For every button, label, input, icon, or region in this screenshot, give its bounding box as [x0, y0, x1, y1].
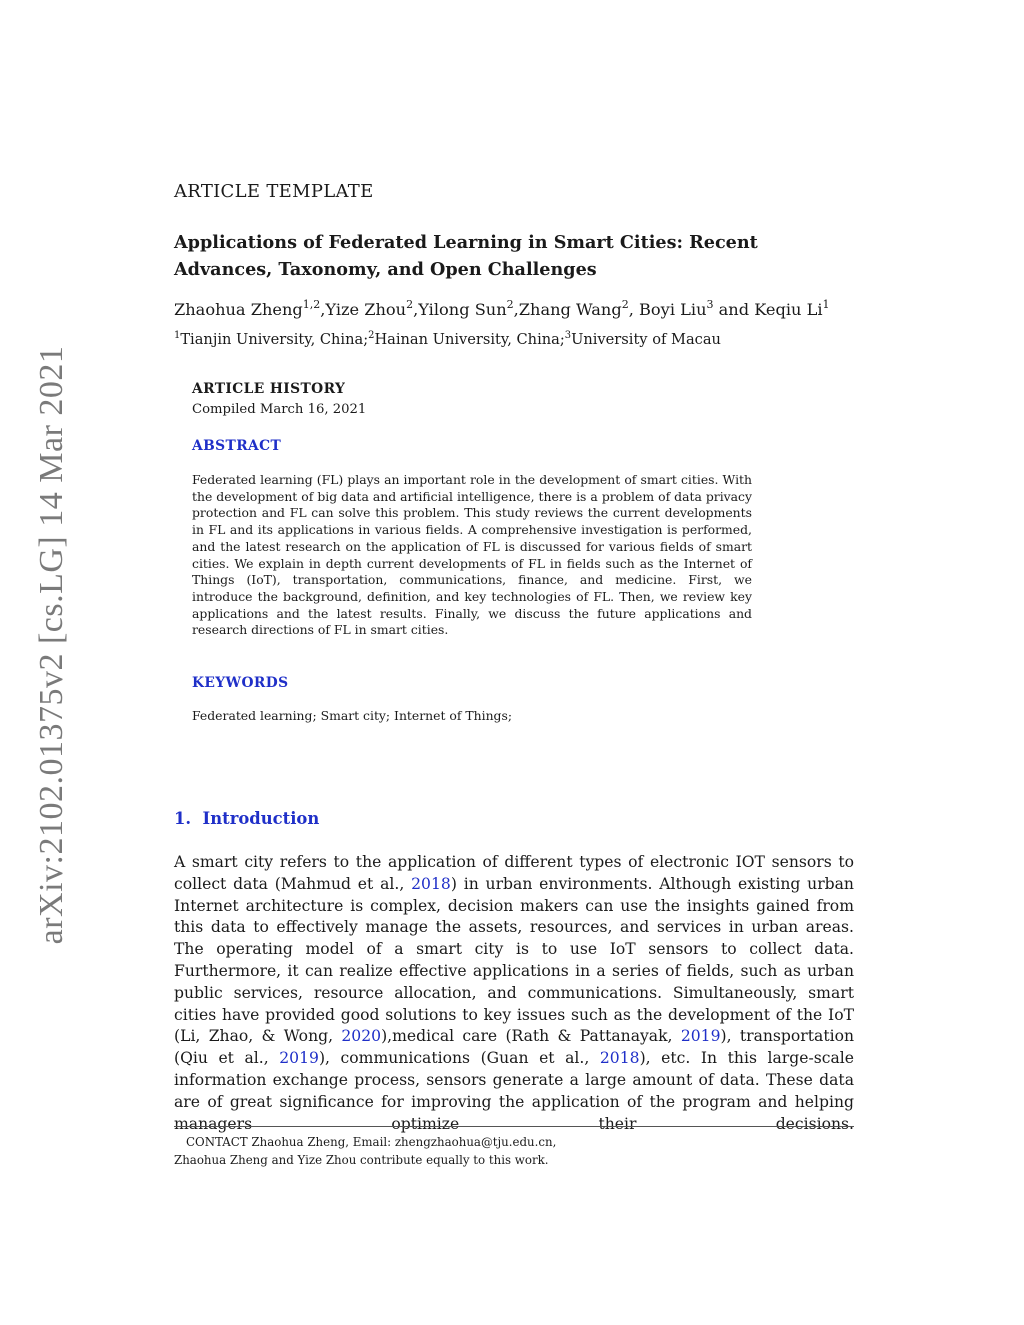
author-name: Yize Zhou: [325, 300, 407, 319]
section-title: Introduction: [202, 809, 320, 828]
author-name: Zhang Wang: [518, 300, 622, 319]
abstract-heading: ABSTRACT: [192, 438, 282, 454]
author-affiliation-marker: 3: [706, 298, 714, 312]
affiliation-marker: 1: [174, 329, 181, 341]
author-name: Yilong Sun: [418, 300, 507, 319]
introduction-paragraph: [174, 852, 854, 1135]
affiliation-name: Hainan University, China;: [374, 331, 565, 348]
affiliation-name: University of Macau: [571, 331, 721, 348]
introduction-text: ), communications (Guan et al.,: [318, 1049, 600, 1068]
citation-link[interactable]: 2020: [341, 1027, 382, 1046]
author-affiliation-marker: 1,2: [302, 298, 321, 312]
affiliation-list: [174, 331, 721, 348]
author-affiliation-marker: 1: [822, 298, 830, 312]
citation-link[interactable]: 2018: [599, 1049, 640, 1068]
introduction-text: ),medical care (Rath & Pattanayak,: [381, 1027, 681, 1046]
citation-link[interactable]: 2019: [279, 1049, 319, 1068]
introduction-text: ) in urban environments. Although existing urban Internet architecture is complex, decision makers can use the insights gained from this data to effectively manage the assets, resources, and services in urban areas. The operating model of a smart city is to use IoT sensors to collect data. Furthermore, it can realize effective applications in a series of fields, such as urban public services, resource allocation, and communications. Simultaneously, smart cities have provided good solutions to key issues such as the development of the IoT (Li, Zhao, & Wong,: [174, 874, 854, 1046]
author-list: Zhaohua Zheng$^{1,2}$,Yize Zhou$^2$,Yilong Sun$^2$,Zhang Wang$^2$, Boyi Liu$^3$ and Keqiu Li$^1$: [174, 298, 830, 319]
author-name: Zhaohua Zheng: [174, 300, 303, 319]
author-affiliation-marker: 2: [621, 298, 629, 312]
keywords-text: Federated learning; Smart city; Internet of Things;: [192, 708, 513, 723]
footnote-divider: [174, 1126, 854, 1127]
compiled-date: Compiled March 16, 2021: [192, 402, 367, 417]
affiliation-marker: 3: [564, 329, 572, 341]
author-name: Boyi Liu: [639, 300, 707, 319]
author-name: Keqiu Li: [754, 300, 823, 319]
author-affiliation-marker: 2: [406, 298, 414, 312]
section-heading-introduction: [174, 809, 319, 828]
author-affiliation-marker: 2: [506, 298, 514, 312]
affiliation-marker: 2: [368, 329, 375, 341]
introduction-text: ), etc. In this large-scale information exchange process, sensors generate a large amount of data. These data are of great significance for improving the application of the program and helping managers optimize their decisions.: [174, 1049, 854, 1133]
introduction-text: A smart city refers to the application of different types of electronic IOT sensors to collect data (Mahmud et al.,: [174, 853, 854, 893]
article-template-label: ARTICLE TEMPLATE: [174, 181, 374, 202]
section-number: 1.: [174, 809, 192, 828]
paper-title: Applications of Federated Learning in Smart Cities: Recent Advances, Taxonomy, and Open Challenges: [174, 232, 758, 280]
citation-link[interactable]: 2019: [680, 1027, 721, 1046]
affiliation-name: Tianjin University, China;: [180, 331, 369, 348]
contact-footnote: CONTACT Zhaohua Zheng, Email: zhengzhaohua@tju.edu.cn,: [186, 1135, 557, 1149]
keywords-heading: KEYWORDS: [192, 675, 289, 691]
arxiv-identifier: arXiv:2102.01375v2 [cs.LG] 14 Mar 2021: [33, 345, 70, 945]
abstract-text: Federated learning (FL) plays an important role in the development of smart cities. With the development of big data and artificial intelligence, there is a problem of data privacy protection and FL can solve this problem. This study reviews the current developments in FL and its applications in various fields. A comprehensive investigation is performed, and the latest research on the application of FL is discussed for various fields of smart cities. We explain in depth current developments of FL in fields such as the Internet of Things (IoT), transportation, communications, finance, and medicine. First, we introduce the background, definition, and key technologies of FL. Then, we review key applications and the latest results. Finally, we discuss the future applications and research directions of FL in smart cities.: [192, 472, 752, 638]
author-connector: and: [718, 300, 750, 319]
introduction-text: ), transportation (Qiu et al.,: [174, 1027, 855, 1068]
citation-link[interactable]: 2018: [411, 874, 451, 893]
contribution-footnote: Zhaohua Zheng and Yize Zhou contribute equally to this work.: [174, 1153, 549, 1167]
article-history-heading: ARTICLE HISTORY: [192, 381, 346, 397]
